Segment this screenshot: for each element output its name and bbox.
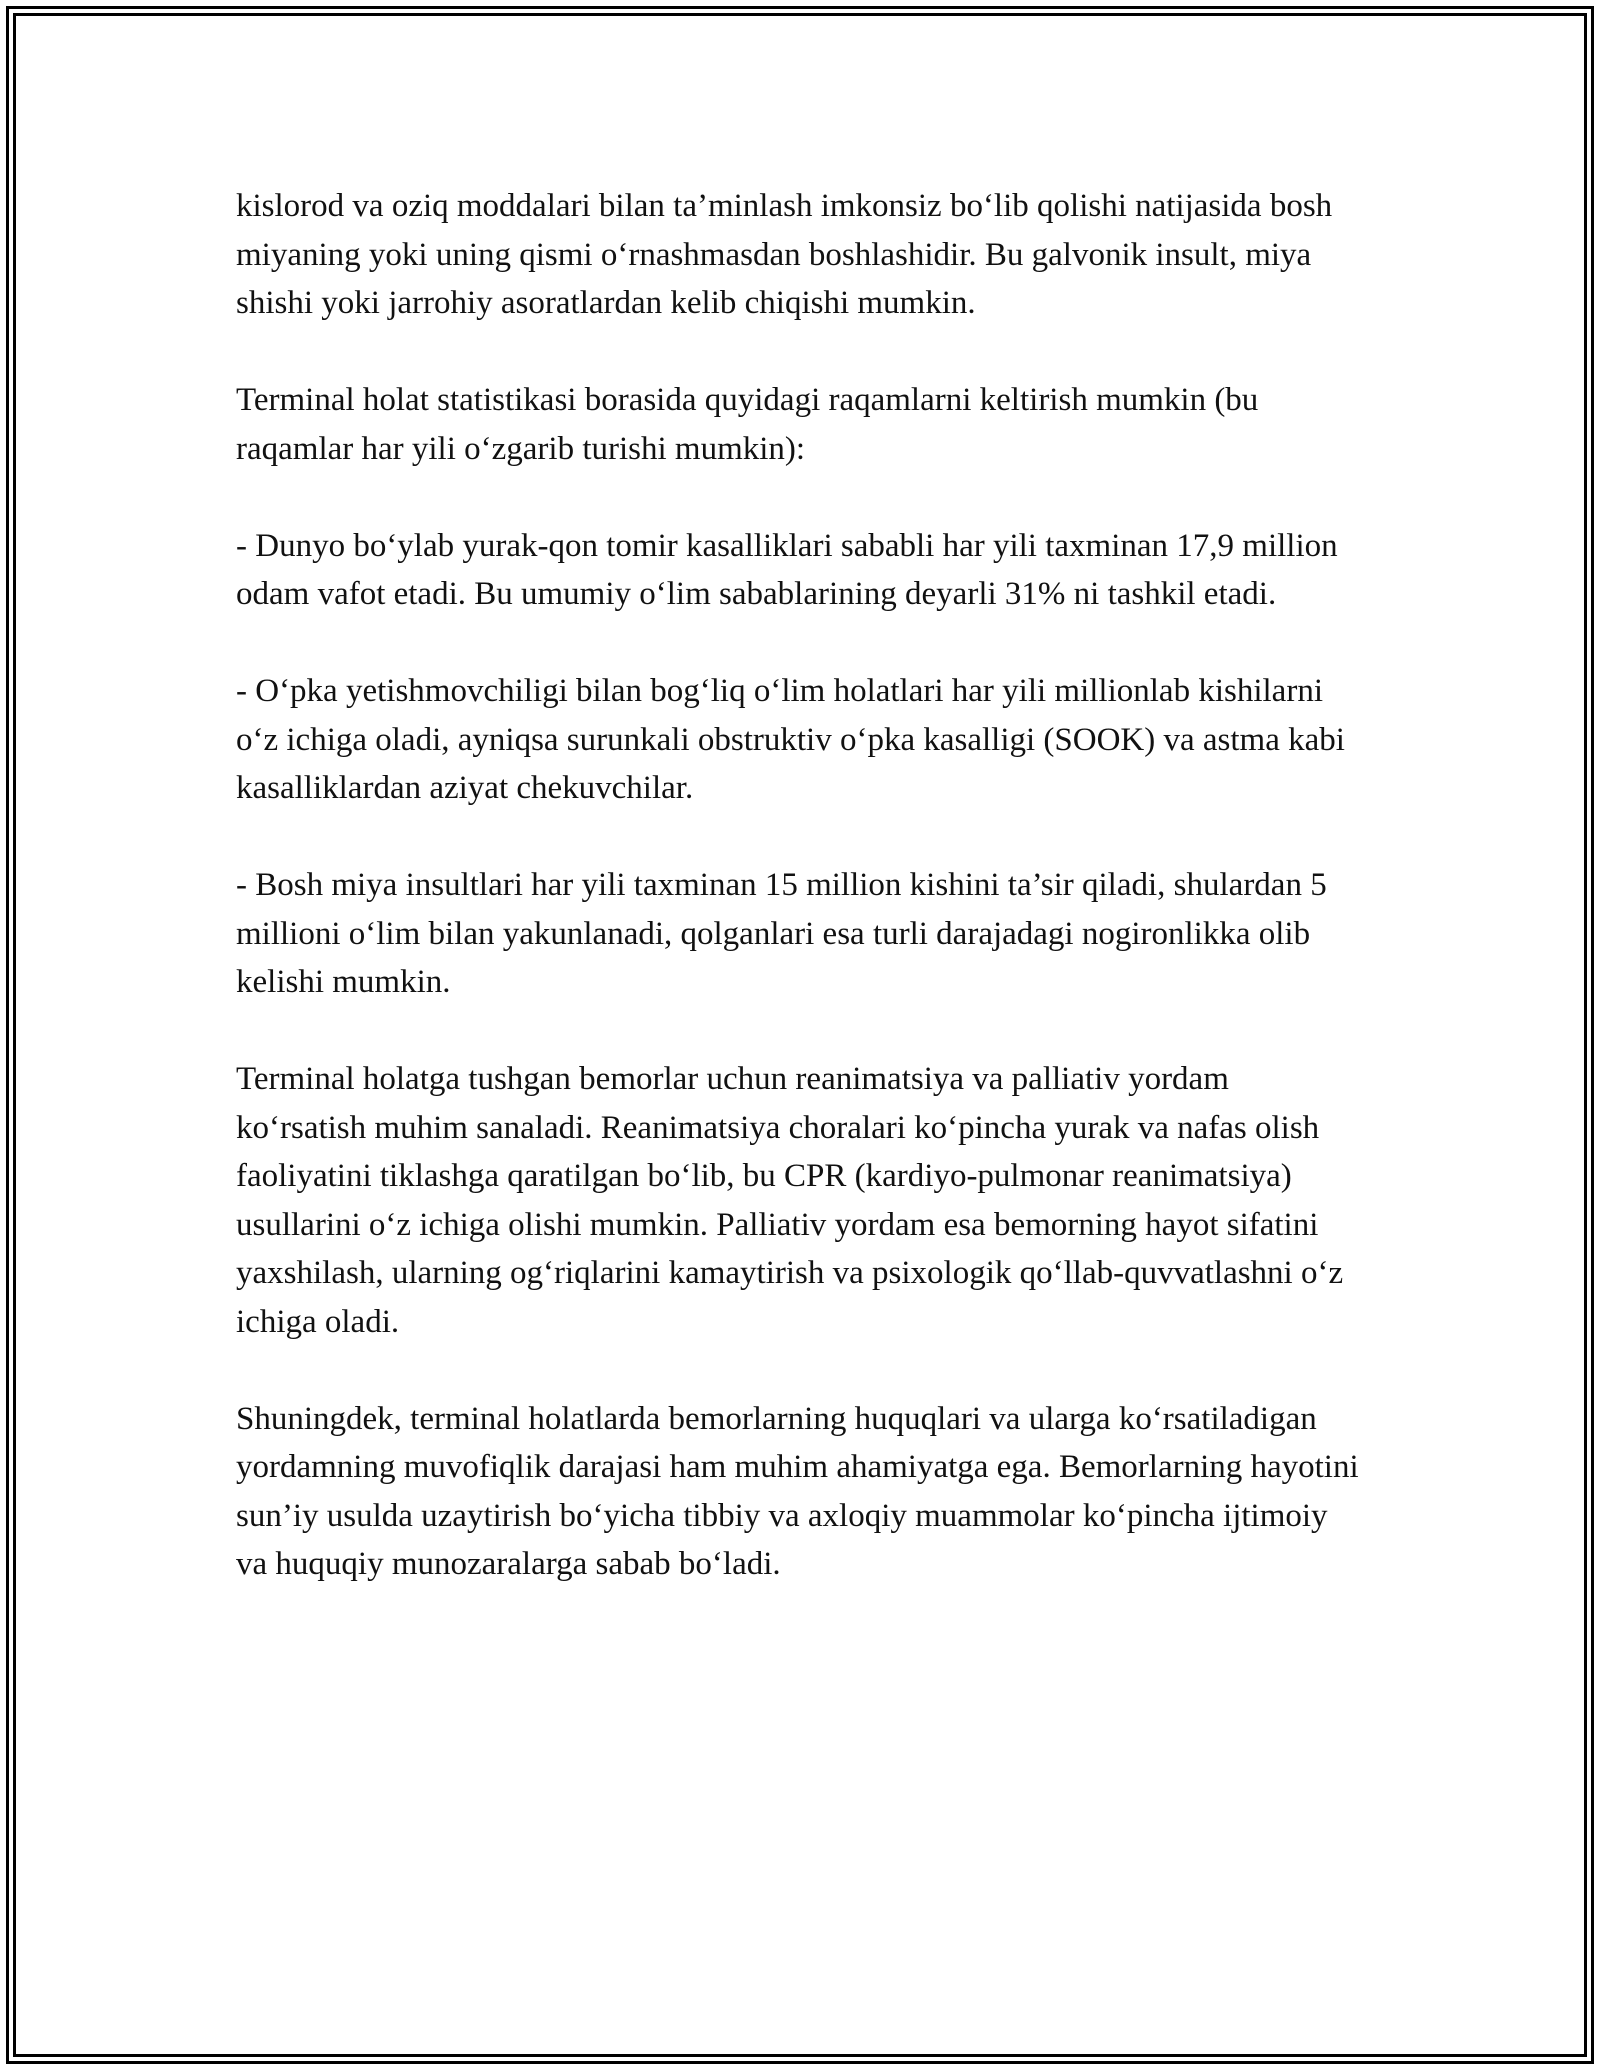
document-body	[236, 182, 1366, 1589]
list-item-cardiovascular: - Dunyo bo‘ylab yurak-qon tomir kasalliklari sababli har yili taxminan 17,9 million odam vafot etadi. Bu umumiy o‘lim sabablarining deyarli 31% ni tashkil etadi.	[236, 527, 1338, 612]
paragraph-patient-rights: Shuningdek, terminal holatlarda bemorlarning huquqlari va ularga ko‘rsatiladigan yordamning muvofiqlik darajasi ham muhim ahamiyatga ega. Bemorlarning hayotini sun’iy usulda uzaytirish bo‘yicha tibbiy va axloqiy muammolar ko‘pincha ijtimoiy va huquqiy munozaralarga sabab bo‘ladi.	[236, 1400, 1359, 1582]
list-item-respiratory: - O‘pka yetishmovchiligi bilan bog‘liq o‘lim holatlari har yili millionlab kishilarni o‘z ichiga oladi, ayniqsa surunkali obstruktiv o‘pka kasalligi (SOOK) va astma kabi kasalliklardan aziyat chekuvchilar.	[236, 673, 1345, 806]
paragraph-statistics-intro: Terminal holat statistikasi borasida quyidagi raqamlarni keltirish mumkin (bu raqamlar har yili o‘zgarib turishi mumkin):	[236, 382, 1259, 467]
paragraph-oxygen-deprivation: kislorod va oziq moddalari bilan ta’minlash imkonsiz bo‘lib qolishi natijasida bosh miyaning yoki uning qismi o‘rnashmasdan boshlashidir. Bu galvonik insult, miya shishi yoki jarrohiy asoratlardan kelib chiqishi mumkin.	[236, 188, 1333, 321]
list-item-stroke: - Bosh miya insultlari har yili taxminan 15 million kishini ta’sir qiladi, shulardan 5 millioni o‘lim bilan yakunlanadi, qolganlari esa turli darajadagi nogironlikka olib kelishi mumkin.	[236, 867, 1327, 1000]
paragraph-resuscitation-palliative: Terminal holatga tushgan bemorlar uchun reanimatsiya va palliativ yordam ko‘rsatish muhim sanaladi. Reanimatsiya choralari ko‘pincha yurak va nafas olish faoliyatini tiklashga qaratilgan bo‘lib, bu CPR (kardiyo-pulmonar reanimatsiya) usullarini o‘z ichiga olishi mumkin. Palliativ yordam esa bemorning hayot sifatini yaxshilash, ularning og‘riqlarini kamaytirish va psixologik qo‘llab-quvvatlashni o‘z ichiga oladi.	[236, 1061, 1344, 1340]
